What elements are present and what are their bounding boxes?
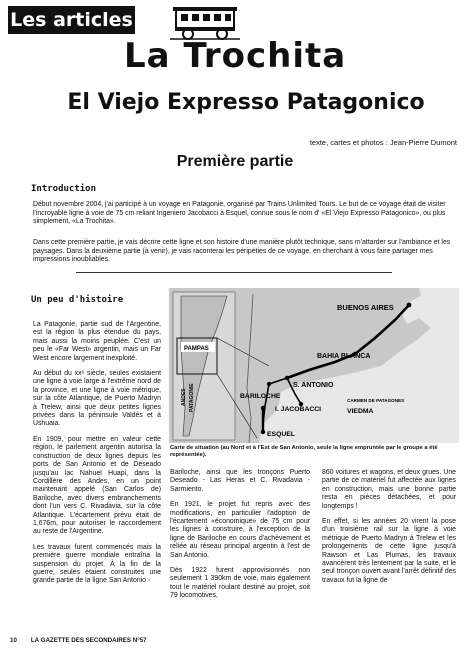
credits: texte, cartes et photos : Jean-Pierre Dumont (309, 138, 457, 147)
train-logo-icon (170, 6, 240, 40)
page-number: 10 (10, 637, 17, 644)
location-map (169, 288, 459, 443)
paragraph: Bariloche, ainsi que les tronçons Puerto Deseado - Las Heras et C. Rivadavia - Sarmiento. (170, 469, 310, 493)
article-subtitle: El Viejo Expresso Patagonico (67, 90, 425, 115)
station-dot (261, 430, 265, 434)
map-label: PATAGONIE (189, 383, 195, 412)
intro-paragraph: Dans cette première partie, je vais décrire cette ligne et son histoire d'une manière plutôt technique, sans m'attarder sur l'ambiance et les paysages. Dans la deuxième partie (à venir), je vais raconterai les péripéties de ce voyage, en cherchant à vous faire partager mes impressions inoubliables. (33, 239, 451, 263)
paragraph: Dès 1922 furent approvisionnés non seulement 1 390km de voie, mais également tout le matériel roulant destiné au projet, soit 79 locomotives, (170, 567, 310, 600)
map-label: BAHIA BLANCA (317, 353, 371, 360)
part-title: Première partie (176, 153, 294, 170)
publication-name: LA GAZETTE DES SECONDAIRES N°57 (30, 637, 147, 644)
station-dot (261, 406, 265, 410)
intro-heading: Introduction (31, 184, 97, 194)
map-label: BUENOS AIRES (337, 303, 394, 312)
text-column-middle (170, 469, 310, 608)
text-column-left (33, 321, 161, 593)
station-dot (285, 376, 289, 380)
history-heading: Un peu d'histoire (31, 295, 124, 305)
map-label: S. ANTONIO (293, 382, 334, 389)
map-label: PAMPAS (184, 346, 209, 352)
footer (10, 637, 310, 644)
map-label: ESQUEL (267, 431, 295, 438)
map-label: CARMEN DE PATAGONES (347, 398, 405, 403)
divider (76, 272, 392, 273)
map-label: VIEDMA (347, 408, 374, 415)
paragraph: 860 voitures et wagons, et deux grues. Une partie de ce matériel fut affectée aux lignes en construction, mais une bonne partie resta en pièces détachées, et pour longtemps ! (322, 469, 456, 510)
paragraph: En effet, si les années 20 virent la pose d'un troisième rail sur la ligne à voie métrique de Puerto Madryn à Trelew et les prolongements de cette ligne jusqu'à Rawson et Las Plumas, les travaux avancèrent très lentement par la suite, et le seul tronçon ouvert avant l'arrêt définitif des travaux fut la ligne de (322, 518, 456, 584)
paragraph: En 1921, le projet fut repris avec des modifications, en particulier l'adoption de l'écartement «économique» de 75 cm pour les lignes à construire, à l'exception de la ligne de Bariloche en cours d'achèvement et reliée au réseau principal argentin à l'est de San Antonio. (170, 501, 310, 559)
paragraph: Les travaux furent commencés mais la première guerre mondiale entraîna la suspension du projet. À la fin de la guerre, seules étaient construites une grande partie de la ligne San Antonio - (33, 543, 161, 585)
section-tab: Les articles (8, 6, 135, 34)
station-dot (407, 303, 412, 308)
text-column-right (322, 469, 456, 592)
article-title: La Trochita (124, 36, 347, 76)
map-caption: Carte de situation (au Nord et à l'Est de San Antonio, seule la ligne empruntée par le groupe a été représentée). (170, 445, 438, 458)
map-label: ANDES (181, 388, 187, 406)
station-dot (267, 382, 271, 386)
intro-paragraph: Début novembre 2004, j'ai participé à un voyage en Patagonie, organisé par Trains Unlimited Tours. Le but de ce voyage était de visiter l'incroyable ligne à voie de 75 cm reliant Ingeniero Jacobacci à Esquel, connue sous le nom d' «El Viejo Expresso Patagonico», ou plus simplement, «La Trochita». (33, 201, 446, 225)
paragraph: La Patagonie, partie sud de l'Argentine, est la région la plus étendue du pays, mais aussi la moins peuplée. C'est un peu le «Far West» argentin, mais un Far West encore largement inexploité. (33, 321, 161, 362)
map-label: BARILOCHE (240, 393, 281, 400)
paragraph: Au début du xxᵉ siècle, seules existaient une ligne à voie large à l'extrême nord de la province, et une ligne à voie métrique, sur la côte Atlantique, de Puerto Madryn à Trelew, ainsi que deux petites lignes privées dans la péninsule Valdés et à Ushuaia. (33, 370, 161, 428)
map-label: I. JACOBACCI (275, 406, 322, 413)
paragraph: En 1909, pour mettre en valeur cette région, le parlement argentin autorisa la construction de deux lignes depuis les ports de San Antonio et de Deseado jusqu'au lac Nahuel Huapi, dans la Cordillère des Andes, en un point maintenant appelé (San Carlos de) Bariloche, avec divers embranchements dont l'un vers C. Rivadavia, sur la côte Atlantique. L'écartement prévu était de 1,676m, pour autoriser le raccordement au reste de l'Argentine. (33, 435, 161, 536)
